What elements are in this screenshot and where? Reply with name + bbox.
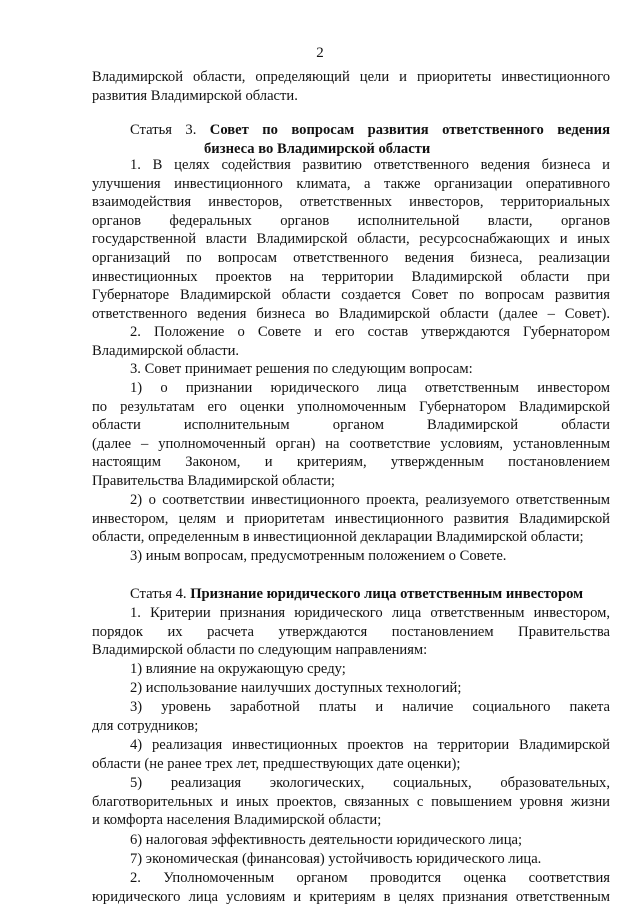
- page-number: 2: [316, 45, 324, 61]
- text-line: области, определенным в инвестиционной декларации Владимирской области;: [92, 529, 584, 546]
- text-line: (далее – уполномоченный орган) на соответствие условиям, установленным: [92, 435, 610, 452]
- text-line: государственной власти Владимирской области, ресурсоснабжающих и иных: [92, 231, 610, 248]
- text-line: 2) использование наилучших доступных технологий;: [130, 680, 462, 696]
- heading-line: [92, 585, 610, 604]
- text-line: 3) иным вопросам, предусмотренным положением о Совете.: [130, 548, 507, 564]
- text-line: органов федеральных органов исполнительной власти, органов: [92, 212, 610, 229]
- article-4-paragraph-1: [92, 604, 610, 660]
- text-line: области (не ранее трех лет, предшествующих дате оценки);: [92, 755, 461, 772]
- article-4-title: Признание юридического лица ответственным инвестором: [190, 586, 584, 602]
- article-3-item-1: [92, 379, 610, 491]
- text-line: по результатам его оценки уполномоченным Губернатором Владимирской: [92, 398, 610, 415]
- criterion-5: [92, 774, 610, 830]
- text-line: 3. Совет принимает решения по следующим вопросам:: [130, 361, 473, 377]
- text-line: инвестиционных проектов на территории Владимирской области при: [92, 268, 610, 285]
- text-line: Владимирской области.: [92, 342, 240, 359]
- text-line: Владимирской области по следующим направлениям:: [92, 642, 428, 659]
- intro-paragraph: [92, 68, 610, 105]
- criterion-1: [92, 660, 610, 679]
- criterion-4: [92, 736, 610, 773]
- article-3-heading: [92, 121, 610, 158]
- text-line: благотворительных и иных проектов, связанных с повышением уровня жизни: [92, 793, 610, 810]
- criterion-6: [92, 831, 610, 850]
- text-line: 1) о признании юридического лица ответственным инвестором: [130, 380, 610, 396]
- text-line: области исполнительным органом Владимирской области: [92, 417, 610, 434]
- text-line: улучшения инвестиционного климата, а также организации оперативного: [92, 175, 610, 192]
- criterion-2: [92, 679, 610, 698]
- text-line: 2. Уполномоченным органом проводится оценка соответствия: [130, 870, 610, 886]
- text-line: и комфорта населения Владимирской области;: [92, 812, 382, 829]
- text-line: организаций по вопросам ответственного ведения бизнеса, реализации: [92, 249, 610, 266]
- article-4-heading: [92, 585, 610, 604]
- article-3-paragraph-3: [92, 360, 610, 379]
- text-line: юридического лица условиям и критериям в целях признания ответственным: [92, 888, 610, 905]
- article-3-item-3: [92, 547, 610, 566]
- text-line: 3) уровень заработной платы и наличие социального пакета: [130, 699, 610, 715]
- criterion-7: [92, 850, 610, 869]
- article-4-label: Статья 4.: [130, 586, 187, 602]
- text-line: 1. В целях содействия развитию ответственного ведения бизнеса и: [130, 157, 610, 173]
- text-line: 7) экономическая (финансовая) устойчивость юридического лица.: [130, 851, 542, 867]
- article-3-title-line: Совет по вопросам развития ответственного ведения: [209, 122, 610, 138]
- article-3-item-2: [92, 491, 610, 547]
- text-line: для сотрудников;: [92, 717, 199, 734]
- text-line: ответственного ведения бизнеса во Владимирской области (далее – Совет).: [92, 305, 610, 322]
- text-line: Правительства Владимирской области;: [92, 472, 335, 489]
- text-line: 2) о соответствии инвестиционного проекта, реализуемого ответственным: [130, 492, 610, 508]
- article-3-paragraph-2: [92, 323, 610, 360]
- text-line: 6) налоговая эффективность деятельности юридического лица;: [130, 832, 523, 848]
- text-line: Владимирской области, определяющий цели и приоритеты инвестиционного: [92, 69, 610, 85]
- text-line: 1. Критерии признания юридического лица ответственным инвестором,: [130, 605, 610, 621]
- heading-line: [92, 121, 610, 140]
- text-line: взаимодействия инвесторов, ответственных инвесторов, территориальных: [92, 194, 610, 211]
- text-line: настоящим Законом, и критериям, утвержденным постановлением: [92, 454, 610, 471]
- text-line: 1) влияние на окружающую среду;: [130, 661, 346, 677]
- article-3-title-line: бизнеса во Владимирской области: [204, 140, 431, 157]
- text-line: Губернаторе Владимирской области создается Совет по вопросам развития: [92, 287, 610, 304]
- text-line: 4) реализация инвестиционных проектов на территории Владимирской: [130, 737, 610, 753]
- article-3-paragraph-1: [92, 156, 610, 323]
- article-4-paragraph-2: [92, 869, 610, 906]
- text-line: 5) реализация экологических, социальных, образовательных,: [130, 775, 610, 791]
- article-3-label: Статья 3.: [130, 122, 197, 138]
- text-line: 2. Положение о Совете и его состав утверждаются Губернатором: [130, 324, 610, 340]
- criterion-3: [92, 698, 610, 735]
- text-line: инвестором, целям и приоритетам инвестиционного развития Владимирской: [92, 510, 610, 527]
- text-line: развития Владимирской области.: [92, 87, 298, 104]
- text-line: порядок их расчета утверждаются постановлением Правительства: [92, 623, 610, 640]
